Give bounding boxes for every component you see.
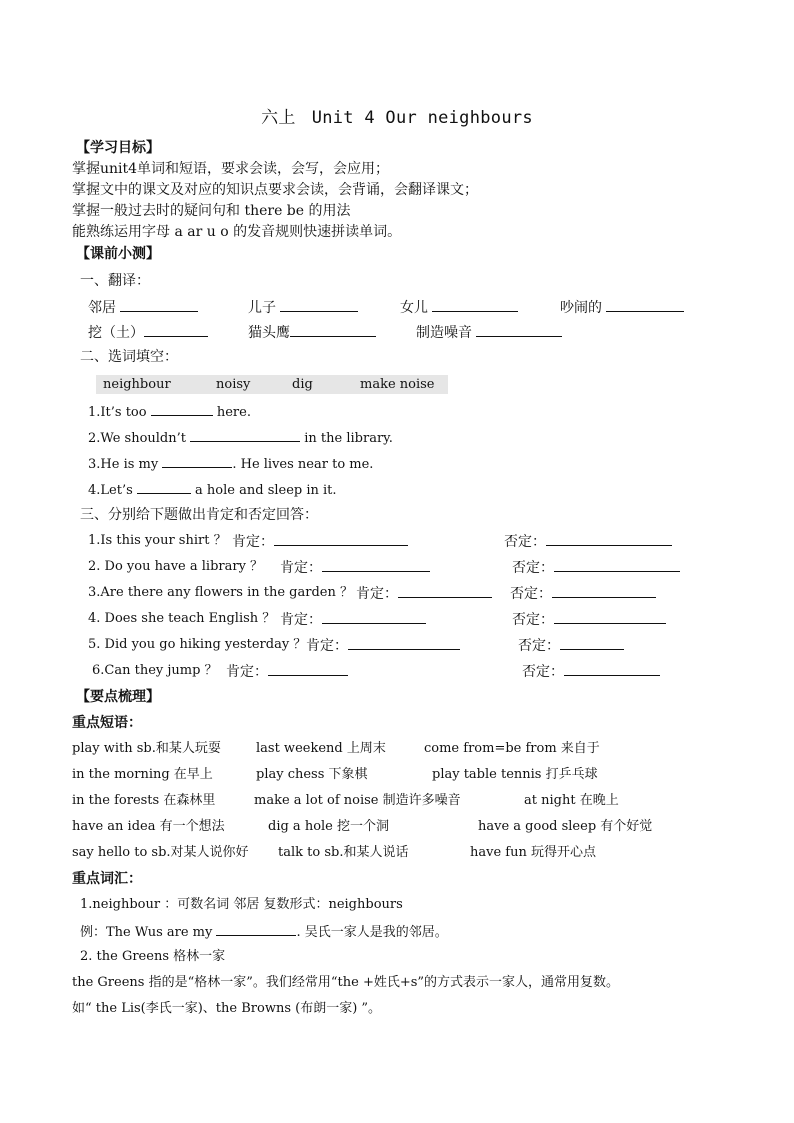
fill-item-1: 1.It’s too here. [88, 401, 251, 423]
phrase-item: at night 在晚上 [524, 793, 619, 808]
answer-blank[interactable] [560, 635, 624, 650]
yes-no-question-1: 1.Is this your shirt ？ [88, 533, 227, 548]
phrase-item: play table tennis 打乒乓球 [432, 767, 598, 782]
goal-line-3: 掌握一般过去时的疑问句和 there be 的用法 [72, 203, 351, 219]
answer-blank[interactable] [216, 921, 296, 936]
yes-no-question-3: 3.Are there any flowers in the garden ？ [88, 585, 353, 600]
word-bank-word: noisy [216, 377, 251, 392]
answer-blank[interactable] [552, 583, 656, 598]
goal-line-1: 掌握unit4单词和短语，要求会读，会写，会应用； [72, 161, 390, 177]
yes-answer-2: 肯定： [280, 557, 430, 578]
fill-item-2: 2.We shouldn’t in the library. [88, 427, 393, 449]
answer-blank[interactable] [120, 297, 198, 312]
title-unit: Unit 4 Our neighbours [311, 108, 533, 128]
word-bank [96, 375, 448, 394]
answer-blank[interactable] [322, 557, 430, 572]
answer-blank[interactable] [476, 322, 562, 337]
phrase-item: in the morning 在早上 [72, 767, 213, 782]
title-grade: 六上 [261, 108, 296, 128]
word-bank-word: dig [292, 377, 313, 392]
yes-answer-5: 肯定： [306, 635, 460, 656]
yes-no-question-5: 5. Did you go hiking yesterday ？ [88, 637, 307, 652]
answer-blank[interactable] [290, 322, 376, 337]
yes-no-question-4: 4. Does she teach English ？ [88, 611, 276, 626]
phrase-item: dig a hole 挖一个洞 [268, 819, 389, 834]
answer-blank[interactable] [554, 609, 666, 624]
answer-blank[interactable] [151, 401, 213, 416]
word-bank-word: make noise [360, 377, 435, 392]
translate-item-son: 儿子 [248, 297, 358, 318]
phrases-heading: 重点短语： [72, 715, 142, 731]
vocab-item-neighbour: 1.neighbour ：可数名词 邻居 复数形式：neighbours [80, 897, 403, 912]
answer-blank[interactable] [546, 531, 672, 546]
no-answer-6: 否定： [522, 661, 660, 682]
phrase-item: talk to sb.和某人说话 [278, 845, 409, 860]
no-answer-4: 否定： [512, 609, 666, 630]
phrase-item: last weekend 上周末 [256, 741, 386, 756]
phrase-item: have an idea 有一个想法 [72, 819, 225, 834]
answer-blank[interactable] [554, 557, 680, 572]
answer-blank[interactable] [268, 661, 348, 676]
part2-title: 二、选词填空： [80, 349, 178, 365]
vocab-heading: 重点词汇： [72, 871, 142, 887]
goal-line-4: 能熟练运用字母 a ar u o 的发音规则快速拼读单词。 [72, 224, 402, 240]
fill-item-4: 4.Let’s a hole and sleep in it. [88, 479, 337, 501]
phrase-item: play with sb.和某人玩耍 [72, 741, 221, 756]
answer-blank[interactable] [190, 427, 300, 442]
vocab-example-greens: 如“ the Lis(李氏一家)、the Browns (布朗一家) ”。 [72, 1001, 382, 1016]
keypoints-heading: 【要点梳理】 [76, 689, 160, 705]
goals-heading: 【学习目标】 [76, 140, 160, 156]
answer-blank[interactable] [274, 531, 408, 546]
yes-answer-1: 肯定： [232, 531, 408, 552]
no-answer-5: 否定： [518, 635, 624, 656]
answer-blank[interactable] [162, 453, 232, 468]
yes-no-question-2: 2. Do you have a library ？ [88, 559, 264, 574]
phrase-item: make a lot of noise 制造许多噪音 [254, 793, 461, 808]
answer-blank[interactable] [280, 297, 358, 312]
translate-item-daughter: 女儿 [400, 297, 518, 318]
yes-answer-6: 肯定： [226, 661, 348, 682]
yes-no-question-6: 6.Can they jump ？ [92, 663, 218, 678]
answer-blank[interactable] [432, 297, 518, 312]
yes-answer-3: 肯定： [356, 583, 492, 604]
no-answer-3: 否定： [510, 583, 656, 604]
vocab-example-neighbour: 例：The Wus are my . 吴氏一家人是我的邻居。 [80, 921, 448, 943]
phrase-item: play chess 下象棋 [256, 767, 368, 782]
answer-blank[interactable] [564, 661, 660, 676]
word-bank-word: neighbour [103, 377, 171, 392]
fill-item-3: 3.He is my . He lives near to me. [88, 453, 373, 475]
part1-title: 一、翻译： [80, 273, 150, 289]
translate-item-dig: 挖（土） [88, 322, 208, 343]
answer-blank[interactable] [322, 609, 426, 624]
goal-line-2: 掌握文中的课文及对应的知识点要求会读，会背诵，会翻译课文； [72, 182, 478, 198]
phrase-item: come from=be from 来自于 [424, 741, 600, 756]
part3-title: 三、分别给下题做出肯定和否定回答： [80, 507, 318, 523]
pretest-heading: 【课前小测】 [76, 246, 160, 262]
vocab-note-greens: the Greens 指的是“格林一家”。我们经常用“the +姓氏+s”的方式表示一家人，通常用复数。 [72, 975, 620, 990]
no-answer-1: 否定： [504, 531, 672, 552]
answer-blank[interactable] [348, 635, 460, 650]
phrase-item: have a good sleep 有个好觉 [478, 819, 653, 834]
translate-item-noisy: 吵闹的 [560, 297, 684, 318]
phrase-item: say hello to sb.对某人说你好 [72, 845, 249, 860]
answer-blank[interactable] [606, 297, 684, 312]
vocab-item-greens: 2. the Greens 格林一家 [80, 949, 226, 964]
translate-item-neighbour: 邻居 [88, 297, 198, 318]
answer-blank[interactable] [137, 479, 191, 494]
translate-item-make-noise: 制造噪音 [416, 322, 562, 343]
translate-item-owl: 猫头鹰 [248, 322, 376, 343]
yes-answer-4: 肯定： [280, 609, 426, 630]
no-answer-2: 否定： [512, 557, 680, 578]
answer-blank[interactable] [398, 583, 492, 598]
page-title [0, 106, 794, 130]
answer-blank[interactable] [144, 322, 208, 337]
phrase-item: in the forests 在森林里 [72, 793, 216, 808]
phrase-item: have fun 玩得开心点 [470, 845, 596, 860]
